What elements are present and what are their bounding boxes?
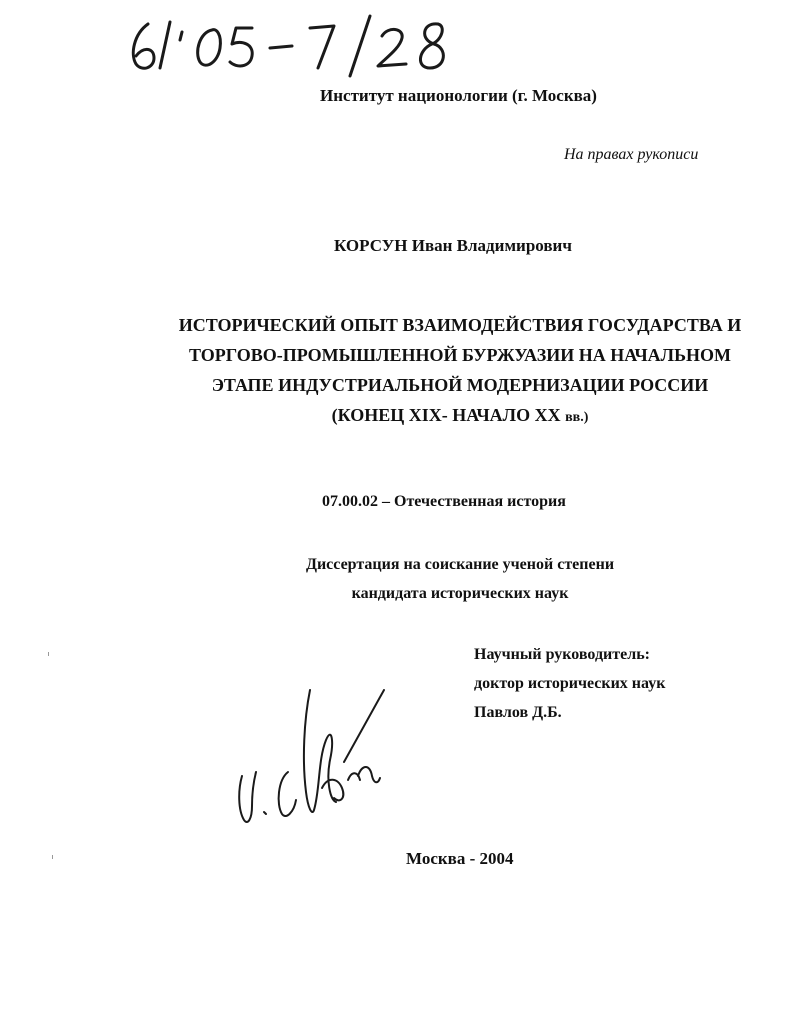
dissertation-title: [120, 310, 793, 433]
author-name: КОРСУН Иван Владимирович: [334, 236, 572, 255]
title-line-4-main: (КОНЕЦ XIX- НАЧАЛО XX: [331, 405, 566, 425]
advisor-label: Научный руководитель:: [474, 646, 650, 663]
scan-speck: [52, 855, 53, 859]
rights-note: На правах рукописи: [564, 146, 699, 163]
city-year: Москва - 2004: [406, 849, 514, 868]
title-line-4-small: вв.): [565, 410, 589, 425]
advisor-name: Павлов Д.Б.: [474, 704, 562, 721]
advisor-degree: доктор исторических наук: [474, 675, 666, 692]
handwritten-signature: [230, 680, 390, 830]
degree-line-2: кандидата исторических наук: [351, 585, 569, 602]
title-line-1: ИСТОРИЧЕСКИЙ ОПЫТ ВЗАИМОДЕЙСТВИЯ ГОСУДАРСТВА И: [178, 315, 742, 335]
dissertation-degree: [260, 550, 660, 608]
title-line-3: ЭТАПЕ ИНДУСТРИАЛЬНОЙ МОДЕРНИЗАЦИИ РОССИИ: [211, 375, 709, 395]
title-line-4: [120, 400, 793, 433]
degree-line-1: Диссертация на соискание ученой степени: [305, 556, 615, 573]
handwritten-archive-code: [120, 10, 460, 80]
specialty-code: 07.00.02 – Отечественная история: [322, 493, 566, 510]
title-line-2: ТОРГОВО-ПРОМЫШЛЕННОЙ БУРЖУАЗИИ НА НАЧАЛЬНОМ: [188, 345, 731, 365]
scan-speck: [48, 652, 49, 656]
institute-name: Институт национологии (г. Москва): [320, 86, 597, 105]
scientific-advisor: [474, 640, 665, 727]
